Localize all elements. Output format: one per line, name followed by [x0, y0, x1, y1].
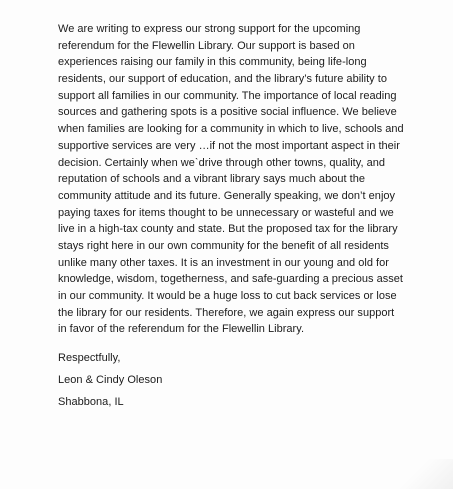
letter-line: in favor of the referendum for the Flewellin Library. [58, 323, 305, 336]
letter-line: paying taxes for items thought to be unnecessary or wasteful and we [58, 206, 394, 219]
letter-line: community attitude and its future. Generally speaking, we don’t enjoy [58, 189, 396, 202]
closing-salutation: Respectfully, [58, 352, 121, 364]
signer-names: Leon & Cindy Oleson [58, 374, 163, 387]
letter-line: stays right here in our own community for the benefit of all residents [58, 239, 389, 252]
letter-line: decision. Certainly when weˋdrive through other towns, quality, and [58, 156, 386, 169]
letter-line: in our community. It would be a huge loss to cut back services or lose [58, 290, 397, 302]
letter-line: residents, our support of education, and the library’s future ability to [58, 73, 387, 86]
letter-line: referendum for the Flewellin Library. Our support is based on [58, 39, 355, 52]
letter-line: sources and gathering spots is a positive social influence. We believe [58, 106, 397, 119]
letter-line: We are writing to express our strong support for the upcoming [58, 23, 361, 35]
letter-line: when families are looking for a community in which to live, schools and [58, 123, 404, 136]
letter-line: the library for our residents. Therefore, we again express our support [58, 306, 395, 319]
letter-line: reputation of schools and a vibrant library says much about the [58, 173, 365, 186]
letter-closing-block [58, 347, 358, 414]
letter-line: supportive services are very …if not the most important aspect in their [58, 139, 400, 152]
signer-location: Shabbona, IL [58, 396, 124, 409]
letter-line: live in a high-tax county and state. But the proposed tax for the library [58, 223, 398, 236]
letter-line: knowledge, wisdom, togetherness, and safe-guarding a precious asset [58, 273, 403, 286]
letter-line: experiences raising our family in this community, being life-long [58, 56, 367, 69]
letter-body [58, 21, 448, 338]
letter-line: support all families in our community. The importance of local reading [58, 89, 397, 102]
paper-shading [393, 459, 453, 489]
letter-line: unlike many other taxes. It is an investment in our young and old for [58, 256, 389, 269]
